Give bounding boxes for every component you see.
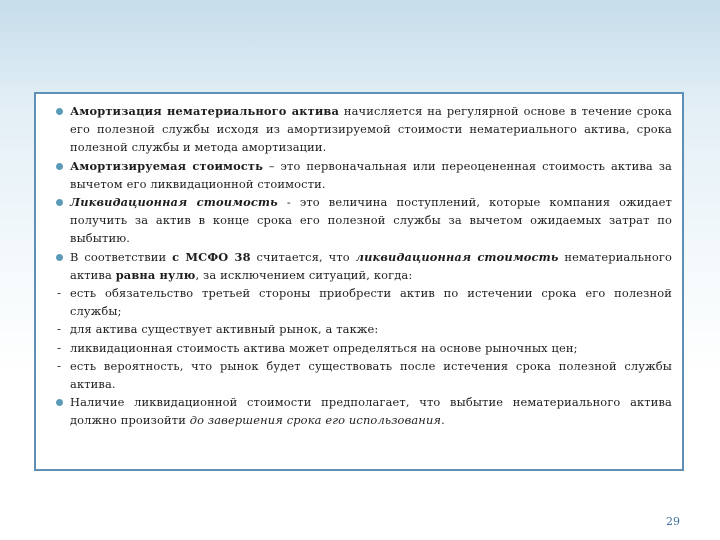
content-box xyxy=(34,92,684,471)
bullet-icon xyxy=(56,199,63,206)
list-item xyxy=(50,357,672,393)
term-amortizable-cost: Амортизируемая стоимость xyxy=(70,158,264,173)
bullet-icon xyxy=(56,399,63,406)
item-text: - это величина поступлений, которые компания ожидает получить за актив в конце срока его полезной службы за вычетом ожидаемых затрат по выбытию. xyxy=(70,195,672,246)
page-number: 29 xyxy=(666,515,680,528)
dash-marker: - xyxy=(56,286,62,301)
list-item xyxy=(50,339,672,357)
item-text: начисляется на регулярной основе в течение срока его полезной службы исходя из амортизируемой стоимости нематериального актива, срока полезной службы и метода амортизации. xyxy=(70,104,672,155)
item-text-italic: до завершения срока его использования xyxy=(189,413,442,428)
item-text: есть вероятность, что рынок будет существовать после истечения срока полезной службы актива. xyxy=(70,358,672,392)
item-text: считается, что xyxy=(250,249,356,264)
item-text: ликвидационная стоимость актива может определяться на основе рыночных цен; xyxy=(70,340,578,355)
dash-marker: - xyxy=(56,322,62,337)
list-item xyxy=(50,157,672,193)
list-item xyxy=(50,102,672,157)
list-item xyxy=(50,320,672,338)
item-text: нематериального актива xyxy=(70,249,672,282)
term-amortization: Амортизация нематериального актива xyxy=(70,104,340,118)
item-text: . xyxy=(441,413,445,428)
item-text: , за исключением ситуаций, когда: xyxy=(195,267,413,282)
bullet-icon xyxy=(56,108,63,115)
dash-marker: - xyxy=(56,340,62,355)
list-item xyxy=(50,284,672,320)
list-item xyxy=(50,393,672,429)
item-text: для актива существует активный рынок, а также: xyxy=(70,322,379,337)
item-text: есть обязательство третьей стороны приобрести актив по истечении срока его полезной службы; xyxy=(70,286,672,319)
dash-marker: - xyxy=(56,358,62,373)
term-residual-value: ликвидационная стоимость xyxy=(355,249,559,264)
bullet-icon xyxy=(56,163,63,170)
term-residual-value: Ликвидационная стоимость xyxy=(70,195,278,210)
list-item xyxy=(50,248,672,284)
item-text: Наличие ликвидационной стоимости предполагает, что выбытие нематериального актива должно произойти xyxy=(70,395,672,428)
equals-zero: равна нулю xyxy=(115,267,196,282)
list-item xyxy=(50,193,672,248)
standard-ref: с МСФО 38 xyxy=(172,249,251,264)
item-text: – это первоначальная или переоцененная стоимость актива за вычетом его ликвидационной стоимости. xyxy=(70,158,672,191)
item-text: В соответствии xyxy=(70,249,173,264)
bullet-icon xyxy=(56,254,63,261)
